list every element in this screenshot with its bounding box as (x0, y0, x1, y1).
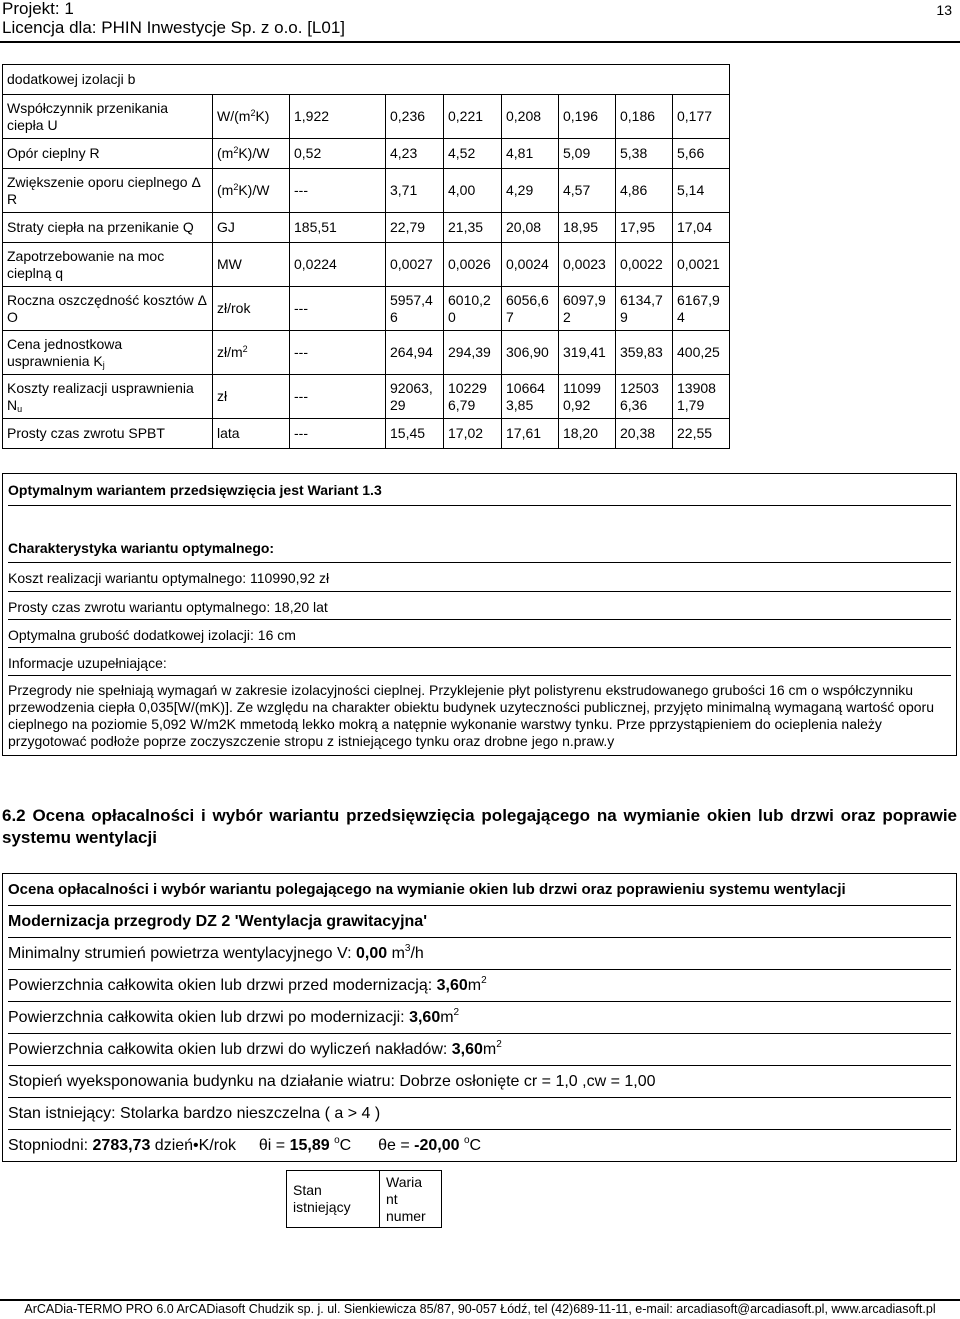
row-label: Koszty realizacji usprawnienia $N_u$ (3, 375, 213, 419)
characteristics-title: Charakterystyka wariantu optymalnego: (8, 506, 951, 563)
theta-i-value: 15,89 (289, 1137, 330, 1154)
table-title: dodatkowej izolacji b (3, 65, 730, 95)
variant-number-header: Waria nt numer (380, 1171, 442, 1228)
row-unit: lata (213, 419, 290, 449)
row-value: 0,196 (559, 95, 616, 139)
row-value: 6167,9 4 (673, 287, 730, 331)
row-value: 17,02 (444, 419, 502, 449)
row-value: 6010,2 0 (444, 287, 502, 331)
wind-exposure: Stopień wyeksponowania budynku na działanie wiatru: Dobrze osłonięte cr = 1,0 ,cw = 1,00 (8, 1066, 951, 1098)
row-value: 4,52 (444, 139, 502, 169)
row-value: 0,186 (616, 95, 673, 139)
row-value: 0,236 (386, 95, 444, 139)
airflow-label: Minimalny strumień powietrza wentylacyjnego V: (8, 945, 356, 962)
existing-state: Stan istniejący: Stolarka bardzo nieszczelna ( a > 4 ) (8, 1098, 951, 1130)
row-value: --- (290, 375, 386, 419)
row-unit: zł (213, 375, 290, 419)
row-value: 0,0024 (502, 243, 559, 287)
row-label: Zapotrzebowanie na moc cieplną q (3, 243, 213, 287)
table-row (3, 419, 730, 449)
row-value: 4,23 (386, 139, 444, 169)
variant-compare-table (286, 1170, 442, 1228)
row-value: 0,0027 (386, 243, 444, 287)
row-value: 1,922 (290, 95, 386, 139)
row-value: 5,14 (673, 169, 730, 213)
area-after-label: Powierzchnia całkowita okien lub drzwi po modernizacji: (8, 1009, 410, 1026)
area-after-value: 3,60 (409, 1009, 441, 1026)
area-cost-unit: m (482, 1041, 497, 1058)
row-value: 3,71 (386, 169, 444, 213)
row-value: --- (290, 419, 386, 449)
optimal-variant-box (2, 473, 957, 756)
page-number: 13 (936, 2, 952, 18)
row-label: Opór cieplny R (3, 139, 213, 169)
header-divider (0, 41, 960, 43)
row-value: 18,95 (559, 213, 616, 243)
row-value: --- (290, 287, 386, 331)
row-value: 18,20 (559, 419, 616, 449)
row-value: 15,45 (386, 419, 444, 449)
info-label: Informacje uzupełniające: (8, 648, 951, 676)
area-after-unit: m (440, 1009, 454, 1026)
area-cost-value: 3,60 (451, 1041, 483, 1058)
row-unit: $zł/m^2$ (213, 331, 290, 375)
row-value: 6097,9 2 (559, 287, 616, 331)
airflow-sup: 3 (404, 943, 411, 954)
theta-e-unit: C (469, 1137, 482, 1154)
ventilation-title: Ocena opłacalności i wybór wariantu polegającego na wymianie okien lub drzwi oraz poprawieniu systemu wentylacji (8, 874, 951, 906)
row-label: Współczynnik przenikania ciepła U (3, 95, 213, 139)
row-value: 264,94 (386, 331, 444, 375)
row-label: Zwiększenie oporu cieplnego Δ R (3, 169, 213, 213)
row-value: 0,0026 (444, 243, 502, 287)
row-value: 22,55 (673, 419, 730, 449)
row-value: --- (290, 331, 386, 375)
row-label: Straty ciepła na przenikanie Q (3, 213, 213, 243)
row-value: 0,52 (290, 139, 386, 169)
row-value: 0,221 (444, 95, 502, 139)
ventilation-box (2, 873, 957, 1162)
existing-state-header: Stan istniejący (287, 1171, 380, 1228)
row-value: 22,79 (386, 213, 444, 243)
row-value: 17,04 (673, 213, 730, 243)
row-label: Roczna oszczędność kosztów Δ O (3, 287, 213, 331)
optimal-cost: Koszt realizacji wariantu optymalnego: 110990,92 zł (8, 563, 951, 592)
theta-e-label: θe = (378, 1137, 415, 1154)
row-value: 4,57 (559, 169, 616, 213)
row-value: 12503 6,36 (616, 375, 673, 419)
row-unit: $W/(m^2K)$ (213, 95, 290, 139)
row-value: 4,00 (444, 169, 502, 213)
airflow-value: 0,00 (356, 945, 388, 962)
area-before-value: 3,60 (436, 977, 468, 994)
theta-i-unit: C (339, 1137, 352, 1154)
row-value: 17,61 (502, 419, 559, 449)
row-value: 0,177 (673, 95, 730, 139)
row-value: 5,09 (559, 139, 616, 169)
degree-days-unit: dzień•K/rok (150, 1137, 236, 1154)
section-title: 6.2 Ocena opłacalności i wybór wariantu przedsięwzięcia polegającego na wymianie okien lub drzwi oraz poprawie systemu wentylacji (2, 806, 957, 847)
table-row (3, 95, 730, 139)
area-cost-sup: 2 (496, 1039, 502, 1050)
row-value: 17,95 (616, 213, 673, 243)
row-value: 4,29 (502, 169, 559, 213)
area-before-sup: 2 (481, 975, 487, 986)
project-label: Projekt: 1 (2, 0, 74, 18)
theta-i-label: θi = (258, 1137, 290, 1154)
row-value: 0,0021 (673, 243, 730, 287)
row-value: 20,08 (502, 213, 559, 243)
table-row (3, 243, 730, 287)
airflow-tail: /h (410, 945, 424, 962)
row-unit: zł/rok (213, 287, 290, 331)
table-row (3, 169, 730, 213)
table-row (3, 139, 730, 169)
area-before-label: Powierzchnia całkowita okien lub drzwi przed modernizacją: (8, 977, 437, 994)
airflow-row (8, 938, 951, 970)
footer: ArCADia-TERMO PRO 6.0 ArCADiasoft Chudzik sp. j. ul. Sienkiewicza 85/87, 90-057 Łódź, tel (42)689-11-11, e-mail: arcadiasoft@arcadiasoft.pl, www.arcadiasoft.pl (0, 1299, 960, 1317)
row-value: 92063, 29 (386, 375, 444, 419)
theta-i-deg: o (334, 1135, 340, 1146)
area-before-row (8, 970, 951, 1002)
row-value: 306,90 (502, 331, 559, 375)
row-unit: $(m^2K)/W$ (213, 139, 290, 169)
row-value: 11099 0,92 (559, 375, 616, 419)
row-value: 0,0022 (616, 243, 673, 287)
theta-e-deg: o (463, 1135, 470, 1146)
row-label: Cena jednostkowa usprawnienia $K_j$ (3, 331, 213, 375)
row-value: 20,38 (616, 419, 673, 449)
row-value: 0,0023 (559, 243, 616, 287)
row-value: 359,83 (616, 331, 673, 375)
row-value: 0,208 (502, 95, 559, 139)
table-row (3, 375, 730, 419)
area-after-sup: 2 (453, 1007, 460, 1018)
row-value: 400,25 (673, 331, 730, 375)
row-value: 185,51 (290, 213, 386, 243)
degree-days-row (8, 1130, 951, 1161)
area-before-unit: m (467, 977, 482, 994)
modernization-title: Modernizacja przegrody DZ 2 'Wentylacja grawitacyjna' (8, 906, 951, 938)
row-value: 5,66 (673, 139, 730, 169)
area-cost-label: Powierzchnia całkowita okien lub drzwi do wyliczeń nakładów: (8, 1041, 452, 1058)
row-value: 13908 1,79 (673, 375, 730, 419)
airflow-unit: m (387, 945, 405, 962)
row-value: 6056,6 7 (502, 287, 559, 331)
theta-e-value: -20,00 (414, 1137, 460, 1154)
row-value: 294,39 (444, 331, 502, 375)
row-label: Prosty czas zwrotu SPBT (3, 419, 213, 449)
row-value: 0,0224 (290, 243, 386, 287)
table-row (3, 331, 730, 375)
table-row (3, 213, 730, 243)
row-value: 6134,7 9 (616, 287, 673, 331)
row-value: 5,38 (616, 139, 673, 169)
row-value: 5957,4 6 (386, 287, 444, 331)
degree-days-value: 2783,73 (92, 1137, 151, 1154)
table-row (3, 287, 730, 331)
area-after-row (8, 1002, 951, 1034)
area-cost-row (8, 1034, 951, 1066)
row-unit: $(m^2K)/W$ (213, 169, 290, 213)
row-unit: MW (213, 243, 290, 287)
info-text: Przegrody nie spełniają wymagań w zakresie izolacyjności cieplnej. Przyklejenie płyt polistyrenu ekstrudowanego grubości 16 cm o współczynniku przewodzenia ciepła 0,035[W/(mK)]. Ze względu na charakter obiektu budynek uzyteczności publicznej, przyjęto minimalną wymaganą wartość oporu cieplnego na poziomie 5,092 W/m2K mmetodą lekko mokrą a natępnie wykonanie warstwy tynku. Prze pprzystąpieniem do ocieplenia należy przygotować podłoże poprze zoczyszczenie stropu z istniejącego tynku oraz drobne jego n.praw.y (8, 682, 935, 749)
row-value: 10229 6,79 (444, 375, 502, 419)
degree-days-label: Stopniodni: (8, 1137, 93, 1154)
license-label: Licencja dla: PHIN Inwestycje Sp. z o.o. [L01] (2, 18, 346, 37)
variants-table (2, 64, 730, 449)
optimal-heading: Optymalnym wariantem przedsięwzięcia jest Wariant 1.3 (8, 474, 951, 506)
optimal-thickness: Optymalna grubość dodatkowej izolacji: 16 cm (8, 620, 951, 648)
row-value: 10664 3,85 (502, 375, 559, 419)
row-value: 4,86 (616, 169, 673, 213)
row-unit: GJ (213, 213, 290, 243)
optimal-payback: Prosty czas zwrotu wariantu optymalnego: 18,20 lat (8, 592, 951, 620)
row-value: 4,81 (502, 139, 559, 169)
row-value: 21,35 (444, 213, 502, 243)
row-value: --- (290, 169, 386, 213)
row-value: 319,41 (559, 331, 616, 375)
